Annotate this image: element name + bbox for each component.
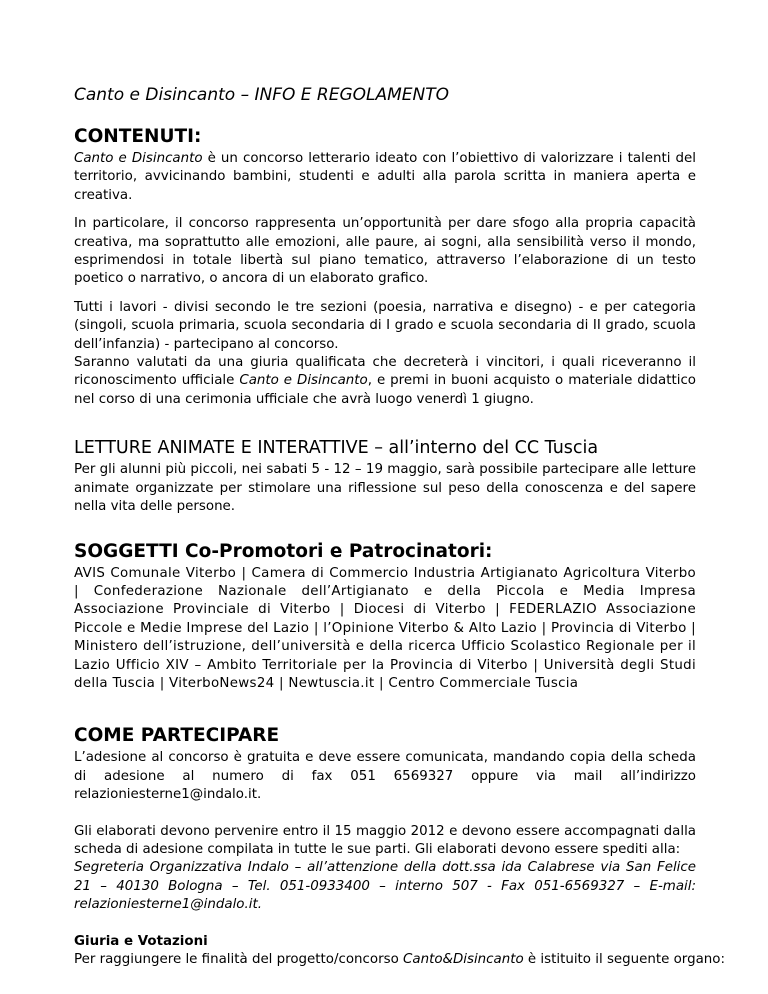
partecipare-paragraph-1: L’adesione al concorso è gratuita e deve essere comunicata, mandando copia della scheda di adesione al numero di fax 051 6569327 oppure via mail all’indirizzo relazioniesterne1@indalo.it. — [74, 750, 696, 803]
giuria-text-b: è istituito il seguente organo: — [523, 952, 725, 967]
giuria-paragraph — [74, 951, 725, 969]
partecipare-paragraph-2: Gli elaborati devono pervenire entro il 15 maggio 2012 e devono essere accompagnati dalla scheda di adesione compilata in tutte le sue parti. Gli elaborati devono essere spediti alla: — [74, 823, 696, 857]
section-soggetti — [74, 541, 696, 694]
contenuti-p4-em: Canto e Disincanto — [239, 373, 368, 389]
contenuti-p4-text-b: , e premi in buoni acquisto o materiale didattico nel corso di una cerimonia ufficiale che avrà luogo venerdì 1 giugno. — [74, 373, 696, 407]
section-partecipare — [74, 725, 696, 914]
giuria-heading: Giuria e Votazioni — [74, 933, 208, 949]
contenuti-heading: CONTENUTI: — [74, 126, 202, 147]
document-title: Canto e Disincanto – INFO E REGOLAMENTO — [74, 85, 450, 105]
contenuti-paragraph-4 — [74, 354, 696, 409]
soggetti-paragraph: AVIS Comunale Viterbo | Camera di Commercio Industria Artigianato Agricoltura Viterbo | Confederazione Nazionale dell’Artigianato e della Piccola e Media Impresa Associazione Provinciale di Viterbo | Diocesi di Viterbo | FEDERLAZIO Associazione Piccole e Medie Imprese del Lazio | l’Opinione Viterbo & Alto Lazio | Provincia di Viterbo | Ministero dell’istruzione, dell’università e della ricerca Ufficio Scolastico Regionale per il Lazio Ufficio XIV – Ambito Territoriale per la Provincia di Viterbo | Università degli Studi della Tuscia | ViterboNews24 | Newtuscia.it | Centro Commerciale Tuscia — [74, 565, 696, 691]
section-contenuti — [74, 126, 696, 409]
soggetti-heading: SOGGETTI Co-Promotori e Patrocinatori: — [74, 540, 493, 562]
segreteria-address: Segreteria Organizzativa Indalo – all’attenzione della dott.ssa ida Calabrese via San Felice 21 – 40130 Bologna – Tel. 051-0933400 – interno 507 - Fax 051-6569327 – E-mail: relazioniesterne1@indalo.it. — [74, 860, 696, 913]
contenuti-paragraph-2: In particolare, il concorso rappresenta un’opportunità per dare sfogo alla propria capacità creativa, ma soprattutto alle emozioni, alle paure, ai sogni, alla sensibilità verso il mondo, esprimendosi in totale libertà sul piano tematico, attraverso l’elaborazione di un testo poetico o narrativo, o ancora di un elaborato grafico. — [74, 216, 696, 287]
contenuti-p4-text-a: Saranno valutati da una giuria qualificata che decreterà i vincitori, i quali riceveranno il riconoscimento ufficiale — [74, 355, 696, 389]
partecipare-heading: COME PARTECIPARE — [74, 725, 280, 747]
giuria-em: Canto&Disincanto — [403, 952, 524, 967]
giuria-text-a: Per raggiungere le finalità del progetto/concorso — [74, 952, 404, 967]
section-letture — [74, 437, 696, 516]
letture-paragraph: Per gli alunni più piccoli, nei sabati 5 - 12 – 19 maggio, sarà possibile partecipare alle letture animate organizzate per stimolare una riflessione sul peso della conoscenza e del sapere nella vita delle persone. — [74, 462, 696, 515]
contenuti-title-em: Canto e Disincanto — [74, 151, 203, 166]
document-page — [74, 84, 725, 969]
contenuti-paragraph-3: Tutti i lavori - divisi secondo le tre sezioni (poesia, narrativa e disegno) - e per categoria (singoli, scuola primaria, scuola secondaria di I grado e scuola secondaria di II grado, scuola dell’infanzia) - partecipano al concorso. — [74, 299, 696, 352]
contenuti-paragraph-1 — [74, 150, 696, 205]
partecipare-paragraph-3 — [74, 859, 696, 914]
letture-heading: LETTURE ANIMATE E INTERATTIVE – all’interno del CC Tuscia — [74, 438, 599, 459]
section-giuria — [74, 933, 725, 970]
contenuti-p1-text: è un concorso letterario ideato con l’obiettivo di valorizzare i talenti del territorio, avvicinando bambini, studenti e adulti alla parola scritta in maniera aperta e creativa. — [74, 151, 696, 203]
